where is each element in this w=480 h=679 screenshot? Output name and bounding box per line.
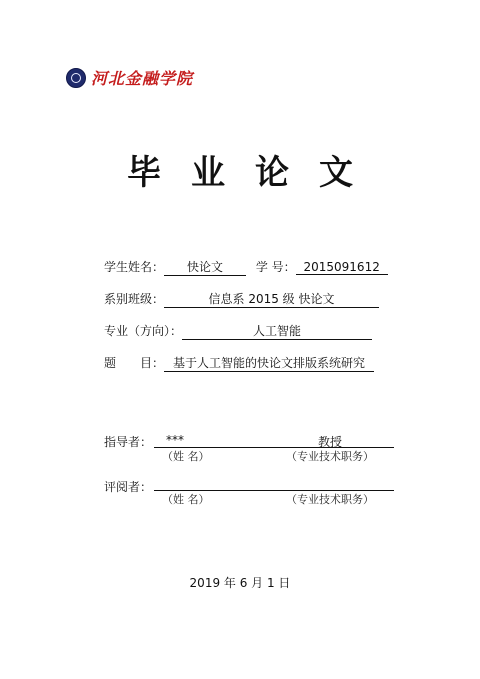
topic-row (104, 354, 374, 372)
advisor-label: 指导者： (104, 435, 153, 449)
submission-date: 2019 年 6 月 1 日 (189, 576, 291, 590)
topic-label: 题 目： (104, 356, 165, 370)
advisor-name-value: *** (166, 433, 184, 447)
class-row (104, 290, 379, 308)
school-name-logo: 河北金融学院 (91, 69, 194, 88)
advisor-title-value: 教授 (318, 435, 343, 449)
student-row (104, 258, 388, 276)
class-label: 系别班级： (104, 292, 165, 306)
major-value: 人工智能 (182, 322, 372, 340)
major-row (104, 322, 372, 340)
student-id-label: 学 号： (255, 260, 296, 274)
topic-value: 基于人工智能的快论文排版系统研究 (164, 354, 374, 372)
school-logo (66, 66, 193, 89)
advisor-name-caption: （姓 名） (162, 450, 210, 463)
page-title: 毕业论文 (127, 153, 383, 193)
school-seal-icon (66, 68, 86, 88)
reviewer-label: 评阅者： (104, 480, 153, 494)
student-name-label: 学生姓名： (104, 260, 165, 274)
advisor-title-caption: （专业技术职务） (286, 450, 374, 463)
major-label: 专业（方向）： (104, 324, 183, 338)
student-name-value: 快论文 (164, 258, 246, 276)
class-value: 信息系 2015 级 快论文 (164, 290, 379, 308)
student-id-value: 2015091612 (296, 260, 388, 275)
reviewer-name-caption: （姓 名） (162, 493, 210, 506)
reviewer-title-caption: （专业技术职务） (286, 493, 374, 506)
